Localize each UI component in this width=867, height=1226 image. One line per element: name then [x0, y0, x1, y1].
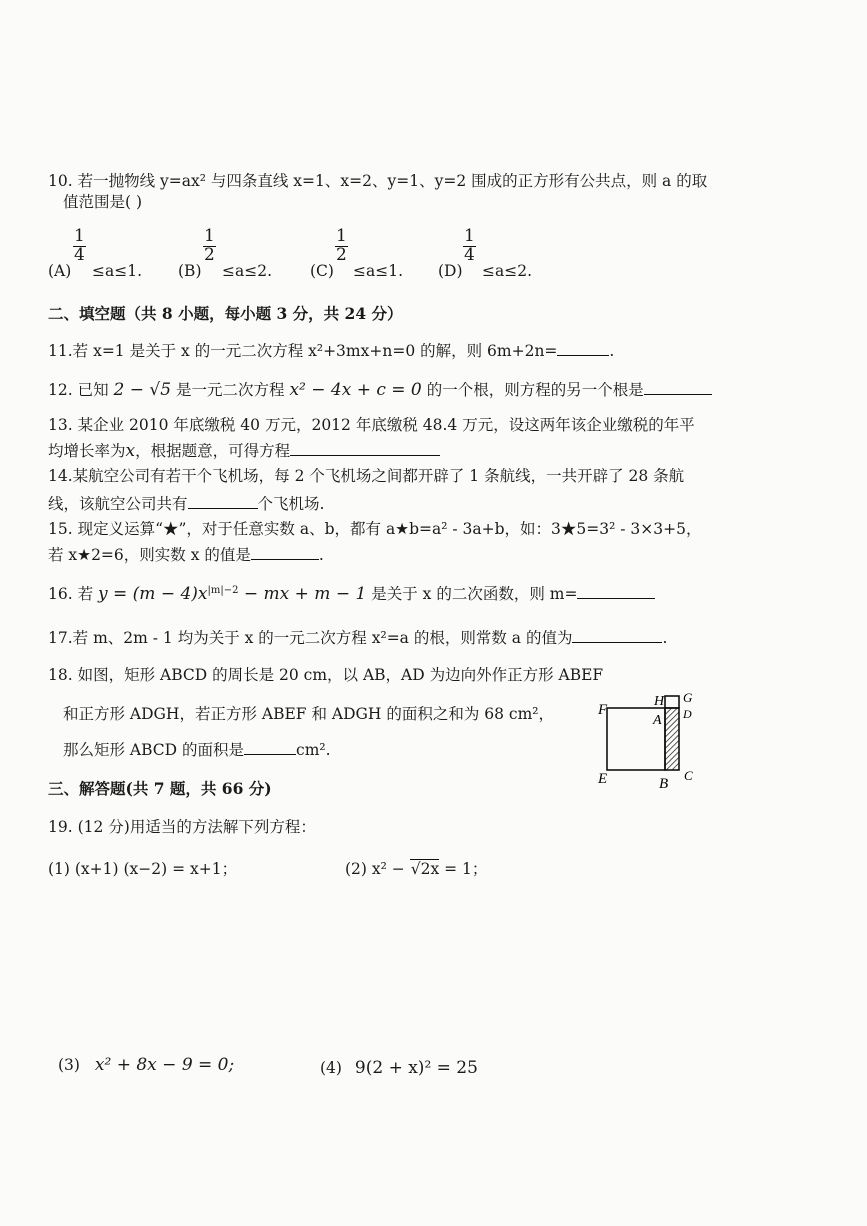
fraction-denominator: 2 [204, 244, 215, 265]
q10-option-d-fraction [463, 228, 476, 265]
q17-end: . [662, 629, 668, 647]
q16-prefix: 16. 若 [48, 585, 94, 603]
q10-option-b-label: (B) [178, 262, 202, 280]
q10-option-d-label: (D) [438, 262, 463, 280]
q12-line [48, 380, 712, 400]
q11-line [48, 341, 614, 361]
q10-option-a-range: ≤a≤1. [92, 262, 143, 280]
q18-unit: cm². [296, 741, 331, 759]
q19-part2-sqrt: √2x [410, 860, 440, 878]
q10-option-a-label: (A) [48, 262, 72, 280]
q11-text: 11.若 x=1 是关于 x 的一元二次方程 x²+3mx+n=0 的解，则 6m+2n= [48, 342, 558, 360]
q19-part3-equation: x² + 8x − 9 = 0; [94, 1055, 235, 1075]
q19-part3-label: (3) [58, 1056, 80, 1074]
q10-option-b-fraction [203, 228, 216, 265]
q19-part4 [320, 1058, 478, 1078]
q16-expression-rest: − mx + m − 1 [238, 584, 367, 604]
q10-line2: 值范围是( ) [63, 193, 143, 211]
q10-line1: 10. 若一抛物线 y=ax² 与四条直线 x=1、x=2、y=1、y=2 围成的正方形有公共点，则 a 的取 [48, 172, 708, 190]
q16-suffix: 是关于 x 的二次函数，则 m= [371, 585, 578, 603]
label-g: G [683, 690, 693, 705]
label-a: A [653, 713, 662, 728]
q15-end: . [318, 546, 324, 564]
q19-part4-equation: 9(2 + x)² = 25 [354, 1058, 478, 1078]
label-c: C [684, 768, 693, 783]
q10-option-b-range: ≤a≤2. [222, 262, 273, 280]
q18-figure [595, 688, 700, 793]
q10-option-d-range: ≤a≤2. [482, 262, 533, 280]
label-b: B [659, 776, 669, 792]
q18-line3-text: 那么矩形 ABCD 的面积是 [63, 741, 245, 759]
q17-line [48, 628, 667, 648]
q12-prefix: 12. 已知 [48, 381, 109, 399]
q10-option-c-fraction [335, 228, 348, 265]
q12-equation: x² − 4x + c = 0 [289, 380, 422, 400]
q17-answer-blank[interactable] [572, 628, 662, 643]
label-h: H [654, 694, 665, 709]
square-adgh [665, 696, 679, 708]
q13-line2-b: ，根据题意，可得方程 [135, 442, 291, 460]
q18-line1: 18. 如图，矩形 ABCD 的周长是 20 cm，以 AB，AD 为边向外作正方形 ABEF [48, 666, 604, 684]
q16-exponent: |m|−2 [207, 584, 239, 596]
label-d: D [683, 707, 692, 721]
q19-part3 [58, 1055, 234, 1075]
fraction-denominator: 2 [336, 244, 347, 265]
fraction-numerator: 1 [336, 226, 347, 246]
q10-option-c-label: (C) [310, 262, 334, 280]
q12-suffix: 的一个根，则方程的另一个根是 [426, 381, 644, 399]
q19-part1: (1) (x+1) (x−2) = x+1； [48, 860, 238, 878]
fraction-numerator: 1 [464, 226, 475, 246]
q18-answer-blank[interactable] [244, 740, 296, 755]
fraction-numerator: 1 [74, 226, 85, 246]
q11-answer-blank[interactable] [557, 341, 609, 356]
q13-answer-blank[interactable] [290, 441, 440, 456]
q13-line2-a: 均增长率为 [48, 442, 126, 460]
q14-line2-a: 线，该航空公司共有 [48, 495, 188, 513]
rectangle-abcd-hatched [665, 708, 679, 770]
label-e: E [598, 771, 608, 787]
q12-root-expression: 2 − √5 [113, 380, 172, 400]
q18-line3 [63, 740, 331, 760]
q19-part4-label: (4) [320, 1059, 342, 1077]
q15-answer-blank[interactable] [251, 545, 319, 560]
q13-variable: x [125, 441, 136, 461]
q10-option-a-fraction [73, 228, 86, 265]
label-f: F [598, 702, 608, 718]
q19-part2-a: (2) x² − [345, 860, 410, 878]
q15-line2 [48, 545, 324, 565]
q13-line2 [48, 441, 440, 461]
fraction-denominator: 4 [74, 244, 85, 265]
q17-text: 17.若 m、2m - 1 均为关于 x 的一元二次方程 x²=a 的根，则常数 a 的值为 [48, 629, 573, 647]
section-3-title: 三、解答题(共 7 题，共 66 分) [48, 779, 272, 798]
q18-line2: 和正方形 ADGH，若正方形 ABEF 和 ADGH 的面积之和为 68 cm²， [63, 705, 554, 723]
q16-line [48, 584, 655, 604]
q14-line1: 14.某航空公司有若干个飞机场，每 2 个飞机场之间都开辟了 1 条航线，一共开辟了 28 条航 [48, 467, 685, 485]
q16-answer-blank[interactable] [577, 584, 655, 599]
fraction-denominator: 4 [464, 244, 475, 265]
q15-line2-text: 若 x★2=6，则实数 x 的值是 [48, 546, 251, 564]
q15-line1: 15. 现定义运算“★”，对于任意实数 a、b，都有 a★b=a² - 3a+b，如：3★5=3² - 3×3+5， [48, 520, 702, 538]
q19-title: 19. (12 分)用适当的方法解下列方程： [48, 818, 316, 836]
q12-answer-blank[interactable] [644, 380, 712, 395]
q13-line1: 13. 某企业 2010 年底缴税 40 万元，2012 年底缴税 48.4 万元，设这两年该企业缴税的年平 [48, 416, 695, 434]
section-2-title: 二、填空题（共 8 小题，每小题 3 分，共 24 分） [48, 304, 403, 323]
q14-answer-blank[interactable] [188, 494, 258, 509]
q19-part2-radicand: 2x [420, 860, 440, 878]
q16-expression: y = (m − 4)x [98, 584, 208, 604]
q10-option-c-range: ≤a≤1. [353, 262, 404, 280]
q14-line2-b: 个飞机场. [257, 495, 325, 513]
q11-end: . [609, 342, 615, 360]
q14-line2 [48, 494, 324, 514]
fraction-numerator: 1 [204, 226, 215, 246]
q19-part2-c: = 1； [439, 860, 488, 878]
q19-part2 [345, 860, 487, 879]
q12-mid: 是一元二次方程 [175, 381, 285, 399]
